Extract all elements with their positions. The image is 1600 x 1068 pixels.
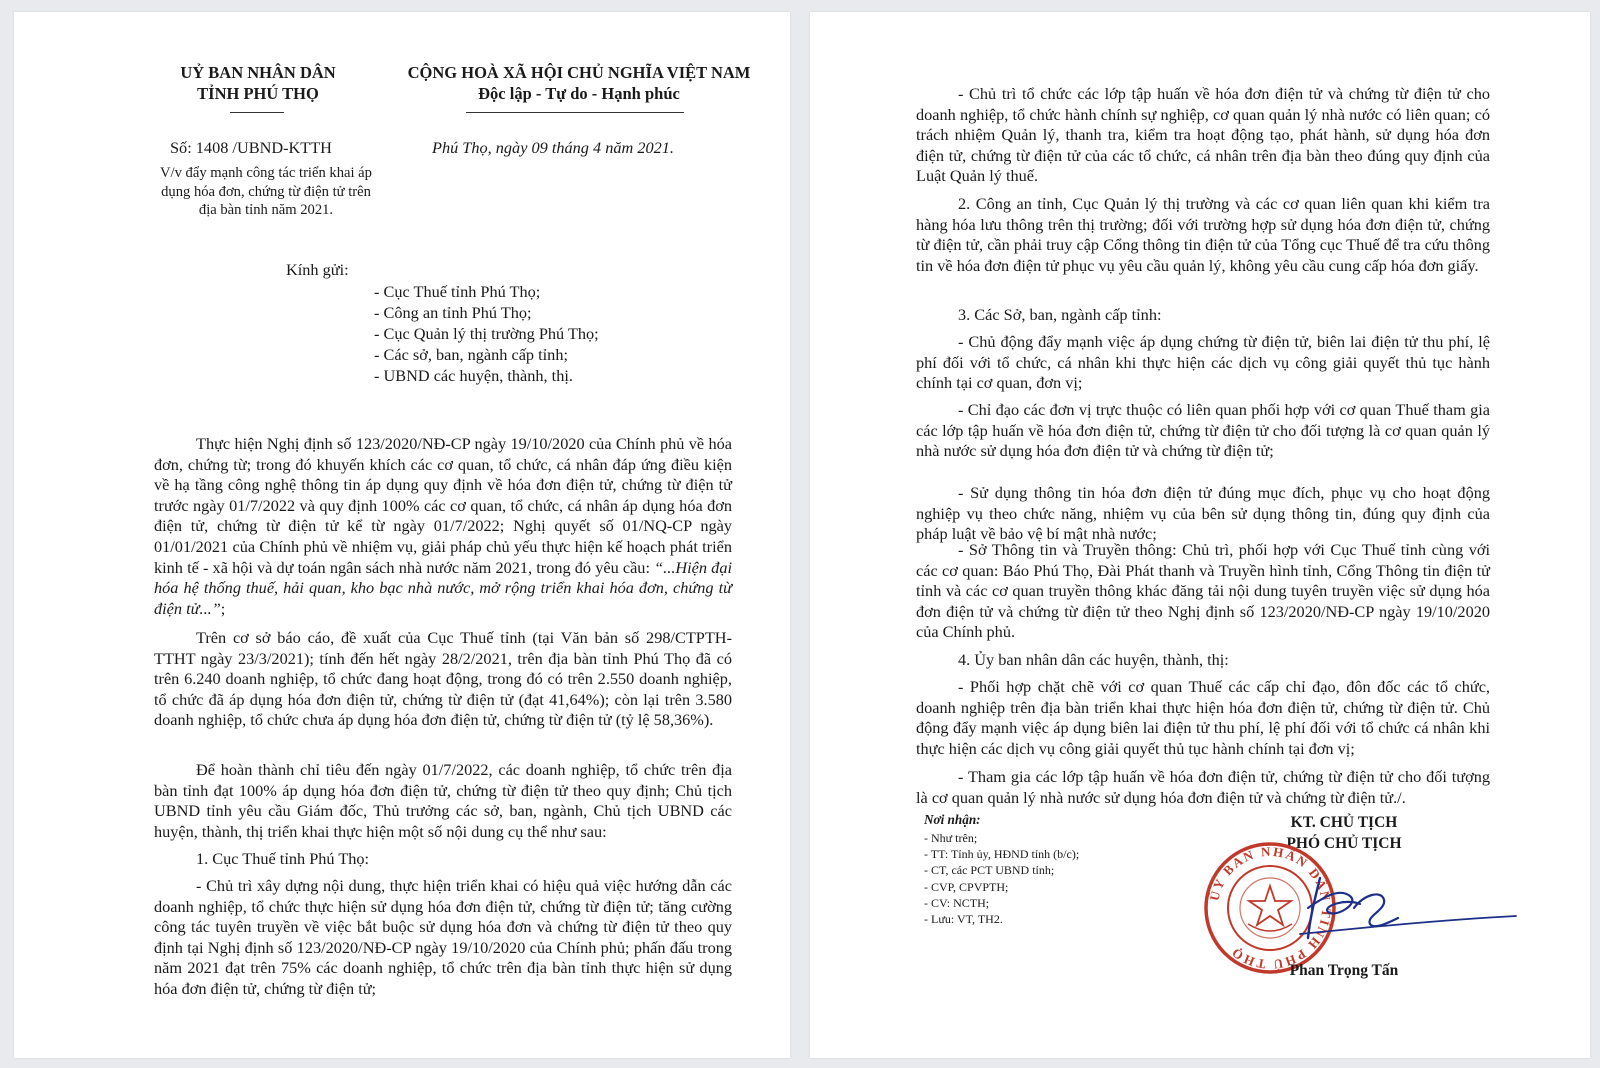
paragraph-status-report: Trên cơ sở báo cáo, đề xuất của Cục Thuế tỉnh (tại Văn bản số 298/CTPTH-TTHT ngày 23/3/2021); tính đến hết ngày 28/2/2021, trên địa bàn tỉnh Phú Thọ đã có trên 6.240 doanh nghiệp, tổ chức đang hoạt động, trong đó có trên 2.550 doanh nghiệp, tổ chức đã áp dụng hóa đơn điện tử, chứng từ điện tử (đạt 41,64%); còn lại trên 3.580 doanh nghiệp, tổ chức chưa áp dụng hóa đơn điện tử, chứng từ điện tử (tỷ lệ 58,36%). [154, 628, 732, 730]
noi-nhan-item: - Lưu: VT, TH2. [924, 912, 1003, 927]
national-motto [386, 62, 772, 104]
recipient-2: - Công an tỉnh Phú Thọ; [374, 303, 532, 322]
recipient-3: - Cục Quản lý thị trường Phú Thọ; [374, 324, 599, 343]
authority-line-1: UỶ BAN NHÂN DÂN [180, 63, 336, 82]
sign-line-2: PHÓ CHỦ TỊCH [1286, 835, 1402, 852]
legal-basis-text: Thực hiện Nghị định số 123/2020/NĐ-CP ngày 19/10/2020 của Chính phủ về hóa đơn, chứng từ; trong đó khuyến khích các cơ quan, tổ chức, cá nhân đáp ứng điều kiện về hạ tầng công nghệ thông tin áp dụng quy định về hóa đơn điện tử, chứng từ điện tử trước ngày 01/7/2022 và quy định 100% các cơ quan, tổ chức, cá nhân áp dụng hóa đơn điện tử, chứng từ điện tử kể từ ngày 01/7/2022; Nghị quyết số 01/NQ-CP ngày 01/01/2021 của Chính phủ về nhiệm vụ, giải pháp chủ yếu thực hiện kế hoạch phát triển kinh tế - xã hội và dự toán ngân sách nhà nước năm 2021, trong đó yêu cầu: [154, 434, 732, 577]
noi-nhan-list [924, 830, 1079, 927]
document-number: Số: 1408 /UBND-KTTH [170, 138, 332, 157]
document-page-left [14, 12, 790, 1058]
section-3-title: 3. Các Sở, ban, ngành cấp tỉnh: [958, 305, 1162, 324]
issuing-authority [158, 62, 358, 104]
sign-line-1: KT. CHỦ TỊCH [1290, 814, 1398, 831]
subject-line-1: V/v đẩy mạnh công tác triển khai áp [160, 165, 372, 181]
document-page-right [810, 12, 1590, 1058]
recipient-5: - UBND các huyện, thành, thị. [374, 366, 573, 385]
legal-basis-end: ; [220, 598, 226, 618]
subject-line-2: dụng hóa đơn, chứng từ điện tử trên [161, 183, 371, 200]
authority-line-2: TỈNH PHÚ THỌ [197, 84, 319, 103]
noi-nhan-item: - Như trên; [924, 831, 978, 845]
subject-line-3: địa bàn tỉnh năm 2021. [198, 202, 334, 219]
noi-nhan-title: Nơi nhận: [924, 812, 981, 827]
national-line-1: CỘNG HOÀ XÃ HỘI CHỦ NGHĨA VIỆT NAM [407, 63, 751, 82]
section-3-item-2: - Chỉ đạo các đơn vị trực thuộc có liên quan phối hợp với cơ quan Thuế tham gia các lớp tập huấn về hóa đơn điện tử, chứng từ điện tử cho đối tượng là cơ quan quản lý nhà nước sử dụng hóa đơn điện tử và chứng từ điện tử; [916, 400, 1490, 461]
motto-underline [466, 112, 684, 113]
svg-text:ỦY BAN NHÂN DÂN TỈNH PHÚ THỌ: ỦY BAN NHÂN DÂN TỈNH PHÚ THỌ [1206, 843, 1335, 973]
recipient-4: - Các sở, ban, ngành cấp tỉnh; [374, 345, 568, 364]
national-line-2: Độc lập - Tự do - Hạnh phúc [478, 84, 680, 103]
section-4-title: 4. Ủy ban nhân dân các huyện, thành, thị: [958, 650, 1229, 669]
signer-name: Phan Trọng Tấn [1289, 962, 1399, 979]
document-subject [132, 164, 400, 220]
paragraph-legal-basis [154, 434, 732, 619]
authority-underline [230, 112, 284, 113]
section-4-item-1: - Phối hợp chặt chẽ với cơ quan Thuế các cấp chỉ đạo, đôn đốc các tổ chức, doanh nghiệp trên địa bàn triển khai thực hiện hóa đơn điện tử, chứng từ điện tử. Chủ động đẩy mạnh việc áp dụng biên lai điện tử thu phí, lệ phí đối với tổ chức cá nhân khi thực hiện các dịch vụ công giải quyết thủ tục hành chính tại đơn vị; [916, 677, 1490, 758]
section-3-item-4: - Sở Thông tin và Truyền thông: Chủ trì, phối hợp với Cục Thuế tỉnh cùng với các cơ quan: Báo Phú Thọ, Đài Phát thanh và Truyền hình tỉnh, Cổng Thông tin điện tử tỉnh và các cơ quan truyền thông khác đăng tải nội dung tuyên truyền việc sử dụng hóa đơn điện tử và chứng từ điện tử theo Nghị định số 123/2020/NĐ-CP ngày 19/10/2020 của Chính phủ. [916, 540, 1490, 642]
paragraph-request: Để hoàn thành chỉ tiêu đến ngày 01/7/2022, các doanh nghiệp, tổ chức trên địa bàn tỉnh đạt 100% áp dụng hóa đơn điện tử, chứng từ điện tử theo quy định; Chủ tịch UBND tỉnh yêu cầu Giám đốc, Thủ trưởng các sở, ban, ngành, Chủ tịch UBND các huyện, thành, thị triển khai thực hiện một số nội dung cụ thể như sau: [154, 760, 732, 841]
section-2: 2. Công an tỉnh, Cục Quản lý thị trường và các cơ quan liên quan khi kiểm tra hàng hóa lưu thông trên thị trường; đối với trường hợp sử dụng hóa đơn điện tử, chứng từ điện tử, cần phải truy cập Cổng thông tin điện tử của Tổng cục Thuế để tra cứu thông tin về hóa đơn điện tử phục vụ yêu cầu quản lý, không yêu cầu cung cấp hóa đơn giấy. [916, 194, 1490, 275]
section-1-title: 1. Cục Thuế tỉnh Phú Thọ: [196, 849, 370, 868]
legal-basis-quote: “...Hiện đại hóa hệ thống thuế, hải quan, kho bạc nhà nước, mở rộng triển khai hóa đơn, chứng từ điện tử...” [154, 557, 732, 618]
salutation: Kính gửi: [286, 260, 349, 279]
noi-nhan-item: - CV: NCTH; [924, 895, 990, 910]
section-4-item-2: - Tham gia các lớp tập huấn về hóa đơn điện tử, chứng từ điện tử cho đối tượng là cơ quan quản lý nhà nước sử dụng hóa đơn điện tử và chứng từ điện tử./. [916, 767, 1490, 807]
noi-nhan-item: - CVP, CPVPTH; [924, 879, 1009, 894]
section-1-item-2: - Chủ trì tổ chức các lớp tập huấn về hóa đơn điện tử và chứng từ điện tử cho doanh nghiệp, tổ chức hành chính sự nghiệp, cơ quan quản lý nhà nước có liên quan; có trách nhiệm Quản lý, thanh tra, kiểm tra hoạt động tạo, phát hành, sử dụng hóa đơn điện tử, chứng từ điện tử của các tổ chức, cá nhân trên địa bàn theo đúng quy định của Luật Quản lý thuế. [916, 84, 1490, 186]
section-1-item-1: - Chủ trì xây dựng nội dung, thực hiện triển khai có hiệu quả việc hướng dẫn các doanh nghiệp, tổ chức thực hiện sử dụng hóa đơn điện tử, chứng từ điện tử; tăng cường công tác tuyên truyền về việc bắt buộc sử dụng hóa đơn và chứng từ điện tử theo quy định tại Nghị định số 123/2020/NĐ-CP ngày 19/10/2020 của Chính phủ; phấn đấu trong năm 2021 đạt trên 75% các doanh nghiệp, tổ chức trên địa bàn tỉnh thực hiện sử dụng hóa đơn điện tử, chứng từ điện tử; [154, 876, 732, 998]
section-3-item-3: - Sử dụng thông tin hóa đơn điện tử đúng mục đích, phục vụ cho hoạt động nghiệp vụ theo chức năng, nhiệm vụ của bên sử dụng thông tin, đúng quy định của pháp luật về bảo vệ bí mật nhà nước; [916, 483, 1490, 544]
noi-nhan-item: - TT: Tỉnh ủy, HĐND tỉnh (b/c); [924, 847, 1080, 862]
section-3-item-1: - Chủ động đẩy mạnh việc áp dụng chứng từ điện tử, biên lai điện tử thu phí, lệ phí đối với tổ chức, cá nhân khi thực hiện các dịch vụ công giải quyết thủ tục hành chính tại cơ quan, đơn vị; [916, 332, 1490, 393]
noi-nhan-item: - CT, các PCT UBND tỉnh; [924, 863, 1055, 878]
signature-icon [1280, 868, 1530, 948]
place-date: Phú Thọ, ngày 09 tháng 4 năm 2021. [432, 138, 674, 157]
recipient-1: - Cục Thuế tỉnh Phú Thọ; [374, 282, 541, 301]
